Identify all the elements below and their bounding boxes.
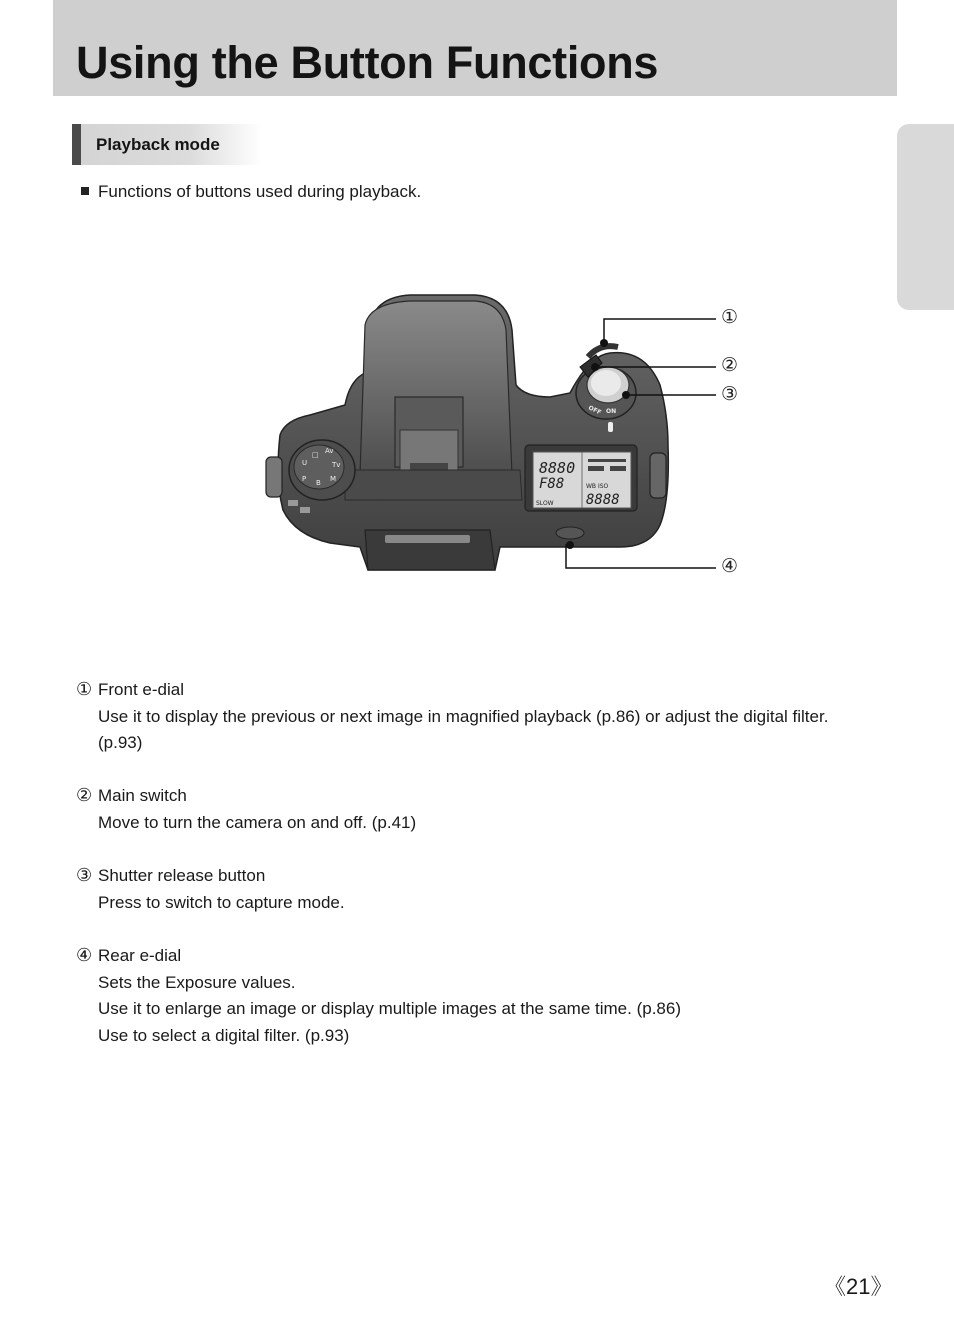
lcd-seg-mid: F88 <box>539 476 565 492</box>
switch-on-label: ON <box>606 408 617 415</box>
callout-4: ④ <box>721 556 739 577</box>
side-tab <box>897 124 954 310</box>
svg-text:Av: Av <box>325 447 334 455</box>
item-number: ③ <box>76 865 93 885</box>
item-front-e-dial <box>76 676 828 757</box>
svg-text:U: U <box>302 459 308 467</box>
item-name: Front e-dial <box>98 680 184 699</box>
item-rear-e-dial <box>76 942 681 1049</box>
intro-text: Functions of buttons used during playback. <box>98 182 422 201</box>
item-description: Use it to enlarge an image or display multiple images at the same time. (p.86) <box>98 999 681 1018</box>
svg-text:M: M <box>330 475 337 483</box>
item-number: ① <box>76 679 93 699</box>
title-bar <box>53 0 897 96</box>
svg-text:□: □ <box>312 451 319 459</box>
grip-button <box>650 453 666 498</box>
item-description: Use it to display the previous or next image in magnified playback (p.86) or adjust the digital filter. <box>98 706 829 726</box>
camera-illustration <box>250 285 750 585</box>
camera-top-view <box>250 285 750 585</box>
lcd-seg-bottom: 8888 <box>586 492 620 508</box>
callout-2: ② <box>721 355 739 376</box>
svg-text:Tv: Tv <box>332 461 341 469</box>
item-description: (p.93) <box>98 733 143 752</box>
intro-line <box>81 182 421 202</box>
item-number: ④ <box>76 945 93 965</box>
top-lcd-panel <box>525 445 637 511</box>
page-number: 《21》 <box>824 1274 893 1299</box>
lcd-slow-label: SLOW <box>536 500 554 507</box>
bullet-square-icon <box>81 187 89 195</box>
section-heading-label: Playback mode <box>96 135 220 154</box>
item-description: Press to switch to capture mode. <box>98 892 345 912</box>
switch-off-label: OFF <box>587 404 603 417</box>
rear-e-dial <box>556 527 584 539</box>
item-name: Rear e-dial <box>98 946 182 965</box>
lcd-seg-top: 8880 <box>539 459 576 477</box>
item-name: Shutter release button <box>98 866 266 885</box>
section-heading <box>72 124 262 165</box>
svg-text:P: P <box>302 475 307 483</box>
callout-3: ③ <box>721 384 739 405</box>
item-description: Move to turn the camera on and off. (p.41) <box>98 812 417 832</box>
callout-1: ① <box>721 307 739 328</box>
mode-dial <box>289 440 355 500</box>
item-shutter-release <box>76 862 345 916</box>
strap-lug <box>266 457 282 497</box>
lcd-mode-label: WB ISO <box>586 483 609 490</box>
item-name: Main switch <box>98 786 187 805</box>
item-description: Use to select a digital filter. (p.93) <box>98 1025 350 1045</box>
svg-text:B: B <box>316 479 321 487</box>
item-description: Sets the Exposure values. <box>98 972 296 992</box>
item-number: ② <box>76 785 93 805</box>
item-main-switch <box>76 782 416 836</box>
page-title: Using the Button Functions <box>76 37 659 88</box>
